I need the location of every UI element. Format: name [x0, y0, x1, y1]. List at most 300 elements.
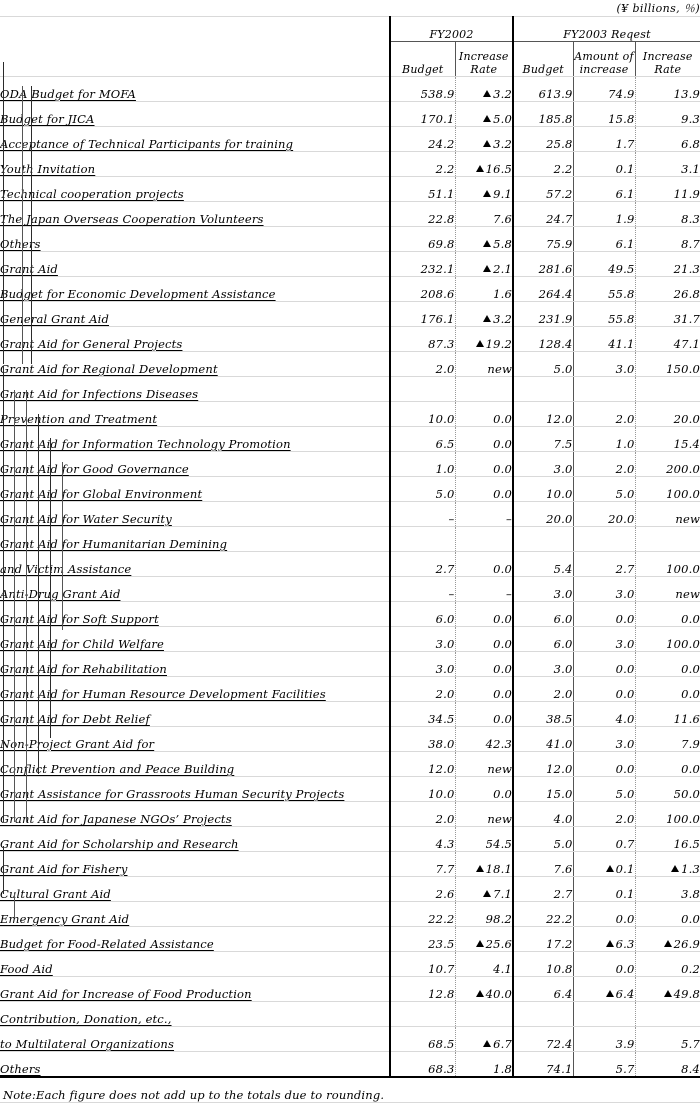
table-row[interactable] — [0, 1052, 700, 1078]
row-label: Grant Aid for Human Resource Development Facilities — [0, 677, 390, 702]
table-row[interactable] — [0, 677, 700, 702]
fy2002-budget-value: 51.1 — [390, 177, 455, 202]
fy2002-budget-value: 1.0 — [390, 452, 455, 477]
fy2002-rate-value: new — [455, 752, 513, 777]
fy2003-rate-value: 16.5 — [635, 827, 700, 852]
indent-rail-grantaid-2 — [26, 390, 27, 822]
fy2003-rate-value: 6.8 — [635, 127, 700, 152]
table-row[interactable] — [0, 802, 700, 827]
row-label: Grant Aid for Increase of Food Production — [0, 977, 390, 1002]
fy2003-amount-value: 55.8 — [573, 277, 635, 302]
footer-note: Note:Each figure does not add up to the totals due to rounding. — [0, 1077, 700, 1103]
fy2003-amount-value: 5.7 — [573, 1052, 635, 1078]
fy2003-budget-value: 57.2 — [513, 177, 573, 202]
fy2003-budget-value: 2.7 — [513, 877, 573, 902]
fy2003-budget-value: 15.0 — [513, 777, 573, 802]
table-row[interactable] — [0, 202, 700, 227]
fy2002-rate-value: 3.2 — [455, 127, 513, 152]
fy2003-amount-value: 1.9 — [573, 202, 635, 227]
table-row[interactable] — [0, 302, 700, 327]
table-row[interactable] — [0, 152, 700, 177]
table-row[interactable] — [0, 177, 700, 202]
row-label: Contribution, Donation, etc., — [0, 1002, 390, 1027]
fy2003-rate-value: 7.9 — [635, 727, 700, 752]
fy2003-budget-value: 5.0 — [513, 352, 573, 377]
fy2002-budget-value: 2.7 — [390, 552, 455, 577]
row-label: Grant Aid for General Projects — [0, 327, 390, 352]
fy2003-amount-value: 3.0 — [573, 352, 635, 377]
down-triangle-icon — [483, 890, 491, 897]
fy2003-budget-value: 5.4 — [513, 552, 573, 577]
table-row[interactable] — [0, 402, 700, 427]
item-column-header — [0, 17, 390, 77]
fy2003-budget-value: 3.0 — [513, 577, 573, 602]
row-label: Grant Aid for Humanitarian Demining — [0, 527, 390, 552]
fy2003-rate-value: 21.3 — [635, 252, 700, 277]
row-label: Budget for Economic Development Assistance — [0, 277, 390, 302]
fy2003-budget-value: 38.5 — [513, 702, 573, 727]
fy2003-budget-value: 41.0 — [513, 727, 573, 752]
fy2003-amount-value: 2.0 — [573, 402, 635, 427]
fy2003-rate-value: 11.9 — [635, 177, 700, 202]
fy2003-amount-value: 5.0 — [573, 477, 635, 502]
fy2002-rate-value: 0.0 — [455, 627, 513, 652]
fy2003-amount-value: 6.1 — [573, 177, 635, 202]
row-label: Anti-Drug Grant Aid — [0, 577, 390, 602]
fy2003-rate-value: 8.3 — [635, 202, 700, 227]
indent-rail-level2 — [31, 86, 32, 364]
fy2002-budget-value: 176.1 — [390, 302, 455, 327]
fy2002-rate-value: 98.2 — [455, 902, 513, 927]
fy2003-budget-value: 10.8 — [513, 952, 573, 977]
row-label: Budget for Food-Related Assistance — [0, 927, 390, 952]
row-label: Grant Aid for Rehabilitation — [0, 652, 390, 677]
row-label: Grant Aid for Global Environment — [0, 477, 390, 502]
fy2002-budget-value: 7.7 — [390, 852, 455, 877]
fy2002-rate-value: 3.2 — [455, 302, 513, 327]
fy2003-rate-value: 49.8 — [635, 977, 700, 1002]
row-label: Grant Aid for Good Governance — [0, 452, 390, 477]
fy2003-amount-value: 0.0 — [573, 652, 635, 677]
fy2003-budget-value: 231.9 — [513, 302, 573, 327]
fy2003-rate-value: 31.7 — [635, 302, 700, 327]
table-row[interactable] — [0, 327, 700, 352]
fy2002-rate-value: 16.5 — [455, 152, 513, 177]
fy2003-rate-value: 100.0 — [635, 477, 700, 502]
table-row[interactable] — [0, 377, 700, 402]
fy2003-amount-value: 1.7 — [573, 127, 635, 152]
row-label: Grant Aid — [0, 252, 390, 277]
fy2002-budget-value: 34.5 — [390, 702, 455, 727]
fy2003-amount-value: 41.1 — [573, 327, 635, 352]
table-row[interactable] — [0, 502, 700, 527]
fy2003-rate-value: 1.3 — [635, 852, 700, 877]
fy2002-rate-value: 42.3 — [455, 727, 513, 752]
table-row[interactable] — [0, 977, 700, 1002]
down-triangle-icon — [476, 165, 484, 172]
row-label: Grant Assistance for Grassroots Human Security Projects — [0, 777, 390, 802]
row-label: ODA Budget for MOFA — [0, 77, 390, 102]
table-row[interactable] — [0, 552, 700, 577]
fy2003-amount-value: 0.1 — [573, 877, 635, 902]
fy2003-amount-value: 15.8 — [573, 102, 635, 127]
units-row — [0, 0, 700, 17]
fy2003-budget-value: 281.6 — [513, 252, 573, 277]
fy2003-budget-value — [513, 1002, 573, 1027]
fy2002-rate-value — [455, 1002, 513, 1027]
fy2002-rate-value: 4.1 — [455, 952, 513, 977]
fy2002-rate-value: 9.1 — [455, 177, 513, 202]
table-row[interactable] — [0, 527, 700, 552]
fy2003-amount-value: 0.1 — [573, 852, 635, 877]
fy2002-rate-value: 0.0 — [455, 477, 513, 502]
fy2002-rate-value: 5.8 — [455, 227, 513, 252]
units-label: (¥ billions, ％) — [0, 0, 700, 17]
fy2003-amount-value: 6.1 — [573, 227, 635, 252]
fy2003-rate-value — [635, 377, 700, 402]
fy2002-budget-value: 68.3 — [390, 1052, 455, 1078]
row-label: The Japan Overseas Cooperation Volunteers — [0, 202, 390, 227]
row-label: Grant Aid for Water Security — [0, 502, 390, 527]
fy2003-amount-value: 4.0 — [573, 702, 635, 727]
fy2002-budget-value: 2.6 — [390, 877, 455, 902]
fy2003-budget-value: 75.9 — [513, 227, 573, 252]
fy2002-budget-value: 12.8 — [390, 977, 455, 1002]
fy2002-rate-value: 40.0 — [455, 977, 513, 1002]
fy2003-budget-value: 20.0 — [513, 502, 573, 527]
fy2003-amount-value: 0.0 — [573, 677, 635, 702]
down-triangle-icon — [483, 315, 491, 322]
fy2002-budget-value: 3.0 — [390, 652, 455, 677]
header-fy2002-rate: Increase Rate — [455, 42, 513, 77]
down-triangle-icon — [483, 90, 491, 97]
table-row[interactable] — [0, 652, 700, 677]
row-label: Youth Invitation — [0, 152, 390, 177]
fy2002-budget-value: 6.5 — [390, 427, 455, 452]
footer-note-row — [0, 1077, 700, 1103]
fy2003-rate-value: 15.4 — [635, 427, 700, 452]
fy2002-rate-value: 0.0 — [455, 427, 513, 452]
fy2002-budget-value: 232.1 — [390, 252, 455, 277]
fy2002-budget-value — [390, 527, 455, 552]
fy2003-amount-value: 0.7 — [573, 827, 635, 852]
fy2003-budget-value: 12.0 — [513, 402, 573, 427]
fy2003-rate-value: 0.0 — [635, 677, 700, 702]
down-triangle-icon — [483, 190, 491, 197]
row-label: Food Aid — [0, 952, 390, 977]
down-triangle-icon — [606, 865, 614, 872]
fy2002-rate-value: 0.0 — [455, 552, 513, 577]
fy2002-budget-value: 38.0 — [390, 727, 455, 752]
down-triangle-icon — [483, 1040, 491, 1047]
indent-rail-others — [14, 894, 15, 918]
indent-rail-grantaid-3 — [38, 414, 39, 774]
fy2002-rate-value: 6.7 — [455, 1027, 513, 1052]
fy2002-rate-value: – — [455, 502, 513, 527]
fy2003-budget-value: 264.4 — [513, 277, 573, 302]
table-row[interactable] — [0, 602, 700, 627]
fy2003-amount-value: 0.0 — [573, 902, 635, 927]
fiscal-year-header-row — [0, 17, 700, 42]
table-row[interactable] — [0, 77, 700, 102]
indent-rail-grantaid-0 — [3, 366, 4, 822]
fy2002-rate-value: 19.2 — [455, 327, 513, 352]
fy2002-budget-value: 69.8 — [390, 227, 455, 252]
indent-rail-grantaid-1 — [14, 390, 15, 822]
fy2003-rate-value — [635, 1002, 700, 1027]
table-row[interactable] — [0, 252, 700, 277]
row-label: General Grant Aid — [0, 302, 390, 327]
fy2002-budget-value: 5.0 — [390, 477, 455, 502]
fy2002-rate-value: new — [455, 802, 513, 827]
fy2003-budget-value: 7.5 — [513, 427, 573, 452]
table-row[interactable] — [0, 927, 700, 952]
fy2002-rate-value: 0.0 — [455, 652, 513, 677]
fy2003-amount-value: 0.1 — [573, 152, 635, 177]
fy2003-rate-value: 0.0 — [635, 602, 700, 627]
fy2003-budget-value — [513, 377, 573, 402]
table-row[interactable] — [0, 127, 700, 152]
table-row[interactable] — [0, 277, 700, 302]
fy2003-budget-value: 12.0 — [513, 752, 573, 777]
fy2003-amount-value: 49.5 — [573, 252, 635, 277]
down-triangle-icon — [483, 265, 491, 272]
table-row[interactable] — [0, 477, 700, 502]
table-row[interactable] — [0, 577, 700, 602]
indent-rail-grantaid-5 — [62, 462, 63, 630]
fy2003-rate-value: 100.0 — [635, 552, 700, 577]
fy2003-amount-value — [573, 527, 635, 552]
row-label: Grant Aid for Scholarship and Research — [0, 827, 390, 852]
fy2003-amount-value — [573, 377, 635, 402]
fy2002-rate-value: 1.6 — [455, 277, 513, 302]
down-triangle-icon — [483, 115, 491, 122]
row-label: to Multilateral Organizations — [0, 1027, 390, 1052]
table-row[interactable] — [0, 777, 700, 802]
fy2002-rate-value: 25.6 — [455, 927, 513, 952]
fy2003-budget-value: 4.0 — [513, 802, 573, 827]
fy2003-rate-value: 9.3 — [635, 102, 700, 127]
fy2002-budget-value: – — [390, 577, 455, 602]
table-row[interactable] — [0, 752, 700, 777]
fy2003-budget-value: 24.7 — [513, 202, 573, 227]
fy2002-budget-value: 12.0 — [390, 752, 455, 777]
fy2003-budget-value: 3.0 — [513, 452, 573, 477]
fy2002-rate-value: – — [455, 577, 513, 602]
fy2003-amount-value: 0.0 — [573, 952, 635, 977]
indent-rail-level1 — [22, 86, 23, 364]
fy2003-budget-value: 74.1 — [513, 1052, 573, 1078]
down-triangle-icon — [476, 865, 484, 872]
fy2002-budget-value: 208.6 — [390, 277, 455, 302]
fy2002-budget-value — [390, 1002, 455, 1027]
table-row[interactable] — [0, 727, 700, 752]
fy2003-amount-value: 55.8 — [573, 302, 635, 327]
row-label: Grant Aid for Fishery — [0, 852, 390, 877]
fy2003-amount-value: 3.0 — [573, 577, 635, 602]
row-label: Technical cooperation projects — [0, 177, 390, 202]
fy2003-budget-value: 3.0 — [513, 652, 573, 677]
fy2003-budget-value: 17.2 — [513, 927, 573, 952]
table-row[interactable] — [0, 627, 700, 652]
down-triangle-icon — [476, 340, 484, 347]
fy2002-rate-value: new — [455, 352, 513, 377]
fy2002-rate-value: 18.1 — [455, 852, 513, 877]
table-row[interactable] — [0, 952, 700, 977]
fy2003-rate-value: 20.0 — [635, 402, 700, 427]
fy2003-rate-value: 0.2 — [635, 952, 700, 977]
fy2002-budget-value: 2.0 — [390, 352, 455, 377]
fy2002-rate-value — [455, 377, 513, 402]
fy2003-amount-value: 0.0 — [573, 752, 635, 777]
fy2002-budget-value: 2.0 — [390, 677, 455, 702]
fy2003-amount-value: 3.9 — [573, 1027, 635, 1052]
fy2002-budget-value: 10.0 — [390, 402, 455, 427]
fy2002-budget-value: 2.0 — [390, 802, 455, 827]
fy2003-budget-value: 613.9 — [513, 77, 573, 102]
fy2003-rate-value — [635, 527, 700, 552]
fy2003-amount-value: 1.0 — [573, 427, 635, 452]
fy2003-budget-value: 72.4 — [513, 1027, 573, 1052]
fy2002-rate-value: 7.1 — [455, 877, 513, 902]
fy2003-amount-value: 6.4 — [573, 977, 635, 1002]
fy2003-budget-value: 22.2 — [513, 902, 573, 927]
row-label: Emergency Grant Aid — [0, 902, 390, 927]
row-label: Others — [0, 227, 390, 252]
table-row[interactable] — [0, 1027, 700, 1052]
fy2003-rate-value: 3.8 — [635, 877, 700, 902]
fy2003-budget-value: 6.0 — [513, 602, 573, 627]
fy2002-budget-value: 24.2 — [390, 127, 455, 152]
fy2003-budget-value: 7.6 — [513, 852, 573, 877]
fy2003-amount-value: 2.0 — [573, 802, 635, 827]
fy2002-rate-value: 2.1 — [455, 252, 513, 277]
fy2003-rate-value: 26.9 — [635, 927, 700, 952]
fy2003-rate-value: 8.7 — [635, 227, 700, 252]
row-label: Grant Aid for Infections Diseases — [0, 377, 390, 402]
row-label: Grant Aid for Japanese NGOs’ Projects — [0, 802, 390, 827]
fy2003-rate-value: 11.6 — [635, 702, 700, 727]
fy2003-rate-value: 13.9 — [635, 77, 700, 102]
fy2002-budget-value: 4.3 — [390, 827, 455, 852]
indent-rail-contribution — [3, 846, 4, 894]
fy2003-amount-value: 3.0 — [573, 627, 635, 652]
indent-rail-grantaid-4 — [50, 438, 51, 738]
fy2003-rate-value: 150.0 — [635, 352, 700, 377]
fy2002-rate-value — [455, 527, 513, 552]
fy2002-budget-value: 170.1 — [390, 102, 455, 127]
fy2003-group-header: FY2003 Reqest — [513, 17, 700, 42]
fy2003-budget-value: 10.0 — [513, 477, 573, 502]
row-label: Acceptance of Technical Participants for training — [0, 127, 390, 152]
down-triangle-icon — [664, 940, 672, 947]
fy2003-rate-value: 100.0 — [635, 802, 700, 827]
fy2003-rate-value: 200.0 — [635, 452, 700, 477]
fy2002-budget-value: 538.9 — [390, 77, 455, 102]
fy2002-rate-value: 0.0 — [455, 777, 513, 802]
fy2002-budget-value: 23.5 — [390, 927, 455, 952]
fy2003-rate-value: 3.1 — [635, 152, 700, 177]
down-triangle-icon — [606, 940, 614, 947]
table-row[interactable] — [0, 827, 700, 852]
fy2002-budget-value — [390, 377, 455, 402]
fy2003-rate-value: new — [635, 577, 700, 602]
row-label: Conflict Prevention and Peace Building — [0, 752, 390, 777]
fy2002-rate-value: 54.5 — [455, 827, 513, 852]
fy2003-amount-value: 2.7 — [573, 552, 635, 577]
header-fy2002-budget: Budget — [390, 42, 455, 77]
table-row[interactable] — [0, 852, 700, 877]
fy2002-rate-value: 0.0 — [455, 602, 513, 627]
table-row[interactable] — [0, 452, 700, 477]
row-label: Prevention and Treatment — [0, 402, 390, 427]
row-label: Grant Aid for Information Technology Promotion — [0, 427, 390, 452]
down-triangle-icon — [606, 990, 614, 997]
fy2002-rate-value: 3.2 — [455, 77, 513, 102]
fy2002-rate-value: 7.6 — [455, 202, 513, 227]
row-label: Grant Aid for Child Welfare — [0, 627, 390, 652]
down-triangle-icon — [483, 140, 491, 147]
fy2002-budget-value: 2.2 — [390, 152, 455, 177]
fy2002-budget-value: 6.0 — [390, 602, 455, 627]
fy2002-budget-value: 68.5 — [390, 1027, 455, 1052]
fy2003-budget-value: 2.0 — [513, 677, 573, 702]
header-fy2003-amount: Amount of increase — [573, 42, 635, 77]
row-label: Grant Aid for Debt Relief — [0, 702, 390, 727]
fy2002-budget-value: 87.3 — [390, 327, 455, 352]
table-row[interactable] — [0, 352, 700, 377]
row-label: Budget for JICA — [0, 102, 390, 127]
fy2003-rate-value: 100.0 — [635, 627, 700, 652]
fy2002-budget-value: 10.0 — [390, 777, 455, 802]
fy2002-rate-value: 0.0 — [455, 677, 513, 702]
header-fy2003-budget: Budget — [513, 42, 573, 77]
down-triangle-icon — [664, 990, 672, 997]
fy2003-amount-value: 6.3 — [573, 927, 635, 952]
fy2003-budget-value: 6.0 — [513, 627, 573, 652]
table-row[interactable] — [0, 702, 700, 727]
fy2003-rate-value: 0.0 — [635, 652, 700, 677]
fy2003-rate-value: 26.8 — [635, 277, 700, 302]
fy2002-rate-value: 0.0 — [455, 452, 513, 477]
fy2003-amount-value: 74.9 — [573, 77, 635, 102]
table-row[interactable] — [0, 427, 700, 452]
fy2002-rate-value: 5.0 — [455, 102, 513, 127]
row-label: Others — [0, 1052, 390, 1078]
row-label: Non-Project Grant Aid for — [0, 727, 390, 752]
fy2003-amount-value: 20.0 — [573, 502, 635, 527]
table-row[interactable] — [0, 1002, 700, 1027]
fy2003-budget-value: 128.4 — [513, 327, 573, 352]
fy2003-budget-value: 25.8 — [513, 127, 573, 152]
fy2002-budget-value: 22.8 — [390, 202, 455, 227]
table-row[interactable] — [0, 102, 700, 127]
fy2003-budget-value: 185.8 — [513, 102, 573, 127]
fy2003-rate-value: new — [635, 502, 700, 527]
fy2002-rate-value: 1.8 — [455, 1052, 513, 1078]
fy2002-rate-value: 0.0 — [455, 402, 513, 427]
fy2003-rate-value: 0.0 — [635, 902, 700, 927]
fy2002-rate-value: 0.0 — [455, 702, 513, 727]
table-row[interactable] — [0, 902, 700, 927]
row-label: Cultural Grant Aid — [0, 877, 390, 902]
fy2003-amount-value: 2.0 — [573, 452, 635, 477]
fy2003-budget-value — [513, 527, 573, 552]
table-row[interactable] — [0, 877, 700, 902]
fy2002-budget-value: 22.2 — [390, 902, 455, 927]
row-label: Grant Aid for Soft Support — [0, 602, 390, 627]
table-row[interactable] — [0, 227, 700, 252]
